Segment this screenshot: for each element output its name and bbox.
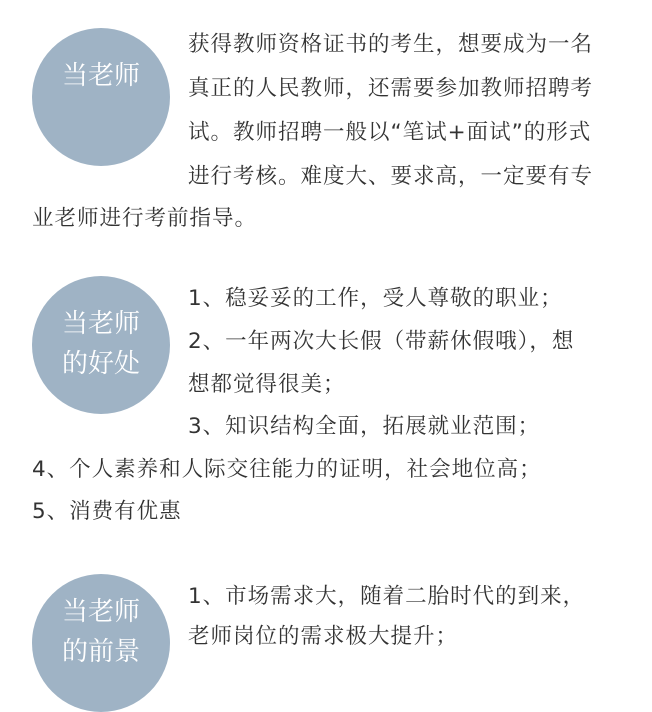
badge-text-line: 当老师 (61, 61, 140, 91)
badge-text-line: 当老师 (61, 597, 140, 627)
list-item: 1、市场需求大，随着二胎时代的到来， (188, 584, 586, 609)
list-item: 3、知识结构全面，拓展就业范围； (188, 414, 541, 439)
section-badge-benefits (32, 276, 170, 414)
list-item: 想都觉得很美； (188, 372, 346, 397)
list-item: 老师岗位的需求极大提升； (188, 624, 459, 649)
section-badge-become-teacher (32, 28, 170, 166)
badge-text-line: 的前景 (61, 637, 140, 667)
badge-text-line: 当老师 (61, 309, 140, 339)
list-item: 2、一年两次大长假（带薪休假哦），想 (188, 329, 575, 354)
list-item: 4、个人素养和人际交往能力的证明，社会地位高； (32, 457, 542, 482)
paragraph-line: 业老师进行考前指导。 (32, 206, 258, 231)
badge-text-line: 的好处 (61, 349, 140, 379)
paragraph-line: 获得教师资格证书的考生，想要成为一名 (188, 32, 594, 57)
list-item: 1、稳妥妥的工作，受人尊敬的职业； (188, 286, 563, 311)
paragraph-line: 真正的人民教师，还需要参加教师招聘考 (188, 76, 594, 101)
list-item: 5、消费有优惠 (32, 499, 182, 524)
paragraph-line: 试。教师招聘一般以“笔试+面试”的形式 (188, 120, 592, 145)
paragraph-line: 进行考核。难度大、要求高，一定要有专 (188, 164, 594, 189)
section-badge-prospects (32, 574, 170, 712)
